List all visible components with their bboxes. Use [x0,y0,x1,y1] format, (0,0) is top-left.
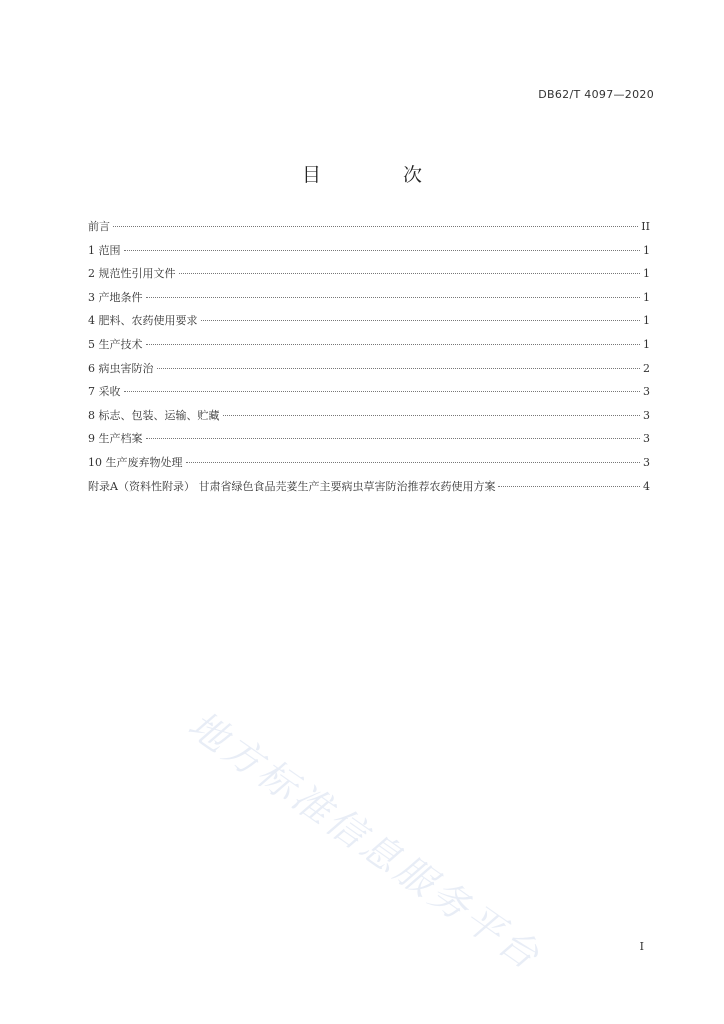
toc-entry-page: 1 [643,243,650,257]
toc-entry-marking-packaging[interactable] [88,407,650,431]
dot-leader [124,391,641,392]
dot-leader [146,297,641,298]
toc-entry-label: 8 标志、包装、运输、贮藏 [88,408,220,422]
toc-entry-page: 3 [643,385,650,399]
dot-leader [186,462,641,463]
toc-entry-label: 3 产地条件 [88,290,143,304]
dot-leader [113,226,638,227]
table-of-contents [88,218,650,501]
page-number: I [639,940,644,953]
toc-entry-label: 7 采收 [88,385,121,399]
toc-entry-production-records[interactable] [88,430,650,454]
toc-entry-page: 1 [643,314,650,328]
toc-entry-label: 10 生产废弃物处理 [88,455,183,469]
dot-leader [146,344,641,345]
toc-entry-label: 9 生产档案 [88,432,143,446]
toc-entry-label: 1 范围 [88,243,121,257]
toc-entry-page: 3 [643,455,650,469]
toc-entry-page: 1 [643,337,650,351]
toc-entry-normative-references[interactable] [88,265,650,289]
toc-entry-fertilizer-pesticide[interactable] [88,312,650,336]
toc-entry-page: 3 [643,432,650,446]
toc-entry-waste-treatment[interactable] [88,454,650,478]
dot-leader [179,273,641,274]
dot-leader [201,320,641,321]
toc-entry-label: 2 规范性引用文件 [88,267,176,281]
toc-entry-label: 5 生产技术 [88,337,143,351]
toc-entry-page: 1 [643,290,650,304]
toc-entry-label: 附录A（资料性附录） 甘肃省绿色食品芫荽生产主要病虫草害防治推荐农药使用方案 [88,479,496,493]
toc-entry-page: 1 [643,267,650,281]
toc-entry-harvest[interactable] [88,383,650,407]
toc-entry-page: 4 [643,479,650,493]
watermark: 地方标准信息服务平台 [180,702,550,980]
dot-leader [223,415,641,416]
dot-leader [124,250,641,251]
dot-leader [146,438,641,439]
standard-code: DB62/T 4097—2020 [538,88,654,101]
dot-leader [498,486,640,487]
toc-entry-production-technology[interactable] [88,336,650,360]
toc-entry-page: 3 [643,408,650,422]
toc-entry-foreword[interactable] [88,218,650,242]
page-title: 目 次 [301,164,461,186]
toc-entry-page: 2 [643,361,650,375]
dot-leader [157,368,641,369]
toc-entry-production-conditions[interactable] [88,289,650,313]
toc-entry-label: 前言 [88,220,110,233]
toc-entry-page: II [641,220,650,233]
toc-entry-appendix-a[interactable] [88,478,650,502]
toc-entry-pest-control[interactable] [88,360,650,384]
toc-entry-label: 4 肥料、农药使用要求 [88,314,198,328]
toc-entry-scope[interactable] [88,242,650,266]
toc-entry-label: 6 病虫害防治 [88,361,154,375]
